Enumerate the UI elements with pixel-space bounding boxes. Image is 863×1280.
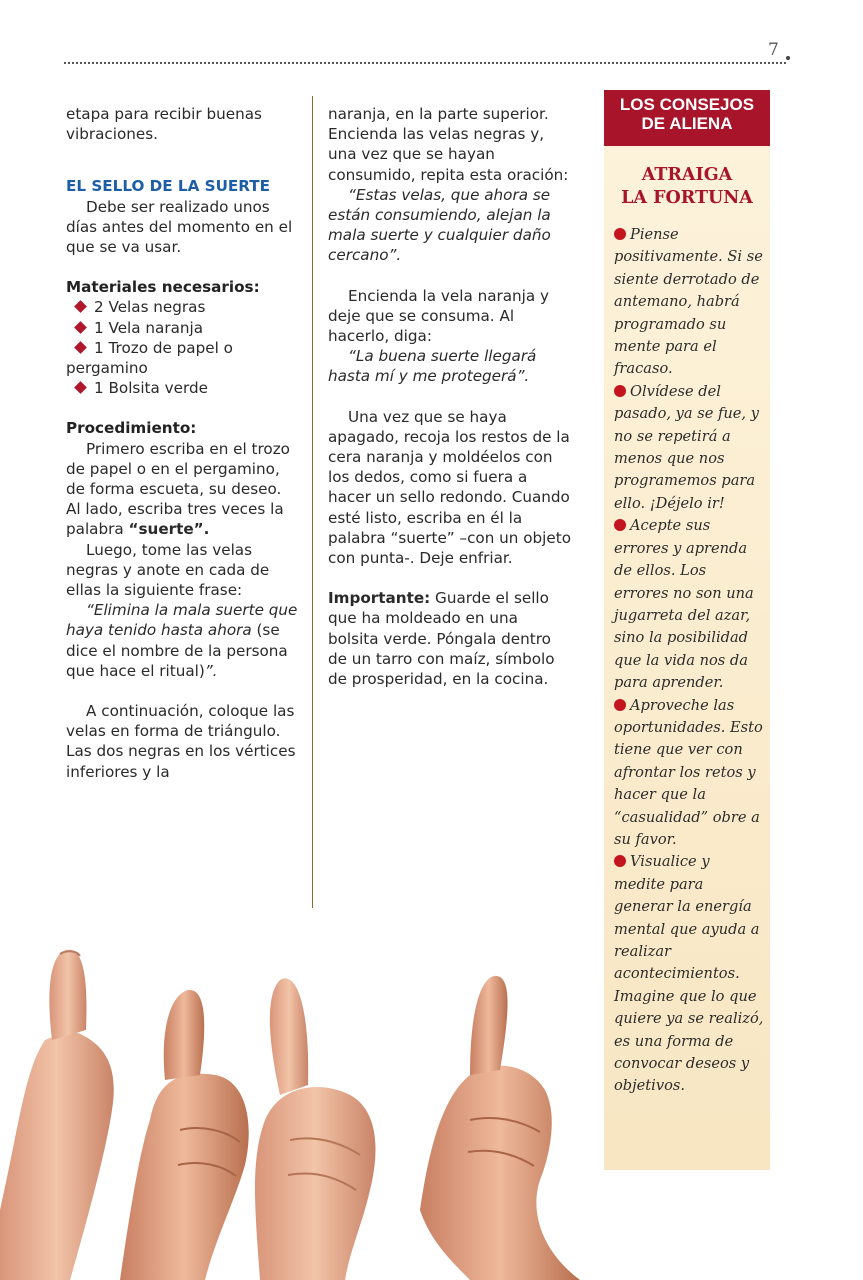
procedure-paragraph-1: Primero escriba en el trozo de papel o en el pergamino, de forma escueta, su deseo. Al lado, escriba tres veces la palabra “suerte”. (66, 439, 290, 539)
list-item-continuation: pergamino (66, 359, 148, 378)
section-intro: Debe ser realizado unos días antes del momento en el que se va usar. (66, 197, 293, 257)
hand-4 (420, 976, 580, 1280)
list-item: 1 Bolsita verde (74, 378, 298, 398)
tips-list (604, 224, 770, 1098)
column2-paragraph-1: naranja, en la parte superior. Encienda las velas negras y, una vez que se hayan consumido, repita esta oración: (328, 105, 569, 184)
tip-item: Piense positivamente. Si se siente derrotado de antemano, habrá programado su mente para el fracaso. (614, 226, 763, 378)
red-dot-icon (614, 699, 626, 711)
sidebar-title: ATRAIGA LA FORTUNA (621, 165, 753, 208)
page-number: 7 (768, 40, 779, 60)
tip-item: Acepte sus errores y aprenda de ellos. Los errores no son una jugarreta del azar, sino la posibilidad que la vida nos da para aprender. (614, 517, 754, 692)
red-dot-icon (614, 519, 626, 531)
intro-text: etapa para recibir buenas vibraciones. (66, 105, 262, 144)
hand-3 (255, 978, 375, 1280)
diamond-bullet-icon (74, 321, 87, 334)
column-1 (66, 104, 298, 782)
materials-title: Materiales necesarios: (66, 278, 260, 297)
list-item: 2 Velas negras (74, 297, 298, 317)
diamond-bullet-icon (74, 341, 87, 354)
hand-2 (120, 990, 249, 1280)
section-title: EL SELLO DE LA SUERTE (66, 177, 271, 196)
header-rule (64, 62, 786, 64)
header-rule-dot (786, 56, 790, 60)
tip-item: Visualice y medite para generar la energía mental que ayuda a realizar acontecimientos. Imagine que lo que quiere ya se realizó, es una forma de convocar deseos y objetivos. (614, 853, 764, 1095)
column2-paragraph-2: Encienda la vela naranja y deje que se consuma. Al hacerlo, diga: (328, 286, 550, 346)
procedure-paragraph-2: Luego, tome las velas negras y anote en cada de ellas la siguiente frase: (66, 540, 270, 600)
keyword-suerte: “suerte”. (128, 520, 210, 539)
list-item: 1 Trozo de papel o (74, 338, 298, 358)
tip-item: Aproveche las oportunidades. Esto tiene que ver con afrontar los retos y hacer que la “casualidad” obre a su favor. (614, 696, 763, 848)
column2-quote-1: “Estas velas, que ahora se están consumiendo, alejan la mala suerte y cualquier daño cercano”. (328, 185, 551, 265)
red-dot-icon (614, 385, 626, 397)
procedure-quote: “Elimina la mala suerte que haya tenido hasta ahora (se dice el nombre de la persona que hace el ritual)”. (66, 601, 298, 680)
tips-sidebar (604, 90, 770, 1170)
list-item: 1 Vela naranja (74, 318, 298, 338)
column-2 (328, 104, 573, 689)
diamond-bullet-icon (74, 301, 87, 314)
red-dot-icon (614, 228, 626, 240)
procedure-title: Procedimiento: (66, 419, 197, 438)
column-divider (312, 96, 313, 908)
materials-list (66, 297, 298, 398)
hand-1 (0, 950, 114, 1280)
sidebar-header: LOS CONSEJOS DE ALIENA (604, 90, 770, 146)
procedure-paragraph-3: A continuación, coloque las velas en forma de triángulo. Las dos negras en los vértices inferiores y la (66, 702, 296, 781)
thumbs-up-hands-icon (0, 880, 600, 1280)
column2-quote-2: “La buena suerte llegará hasta mí y me protegerá”. (328, 347, 537, 386)
column2-paragraph-3: Una vez que se haya apagado, recoja los restos de la cera naranja y moldéelos con los dedos, como si fuera a hacer un sello redondo. Cuando esté listo, escriba en él la palabra “suerte” –con un objeto con punta-. Deje enfriar. (328, 407, 571, 568)
red-dot-icon (614, 855, 626, 867)
diamond-bullet-icon (74, 381, 87, 394)
tip-item: Olvídese del pasado, ya se fue, y no se repetirá a menos que nos programemos para ello. ¡Déjelo ir! (614, 382, 759, 512)
important-note: Importante: Guarde el sello que ha moldeado en una bolsita verde. Póngala dentro de un tarro con maíz, símbolo de prosperidad, en la cocina. (328, 589, 555, 689)
